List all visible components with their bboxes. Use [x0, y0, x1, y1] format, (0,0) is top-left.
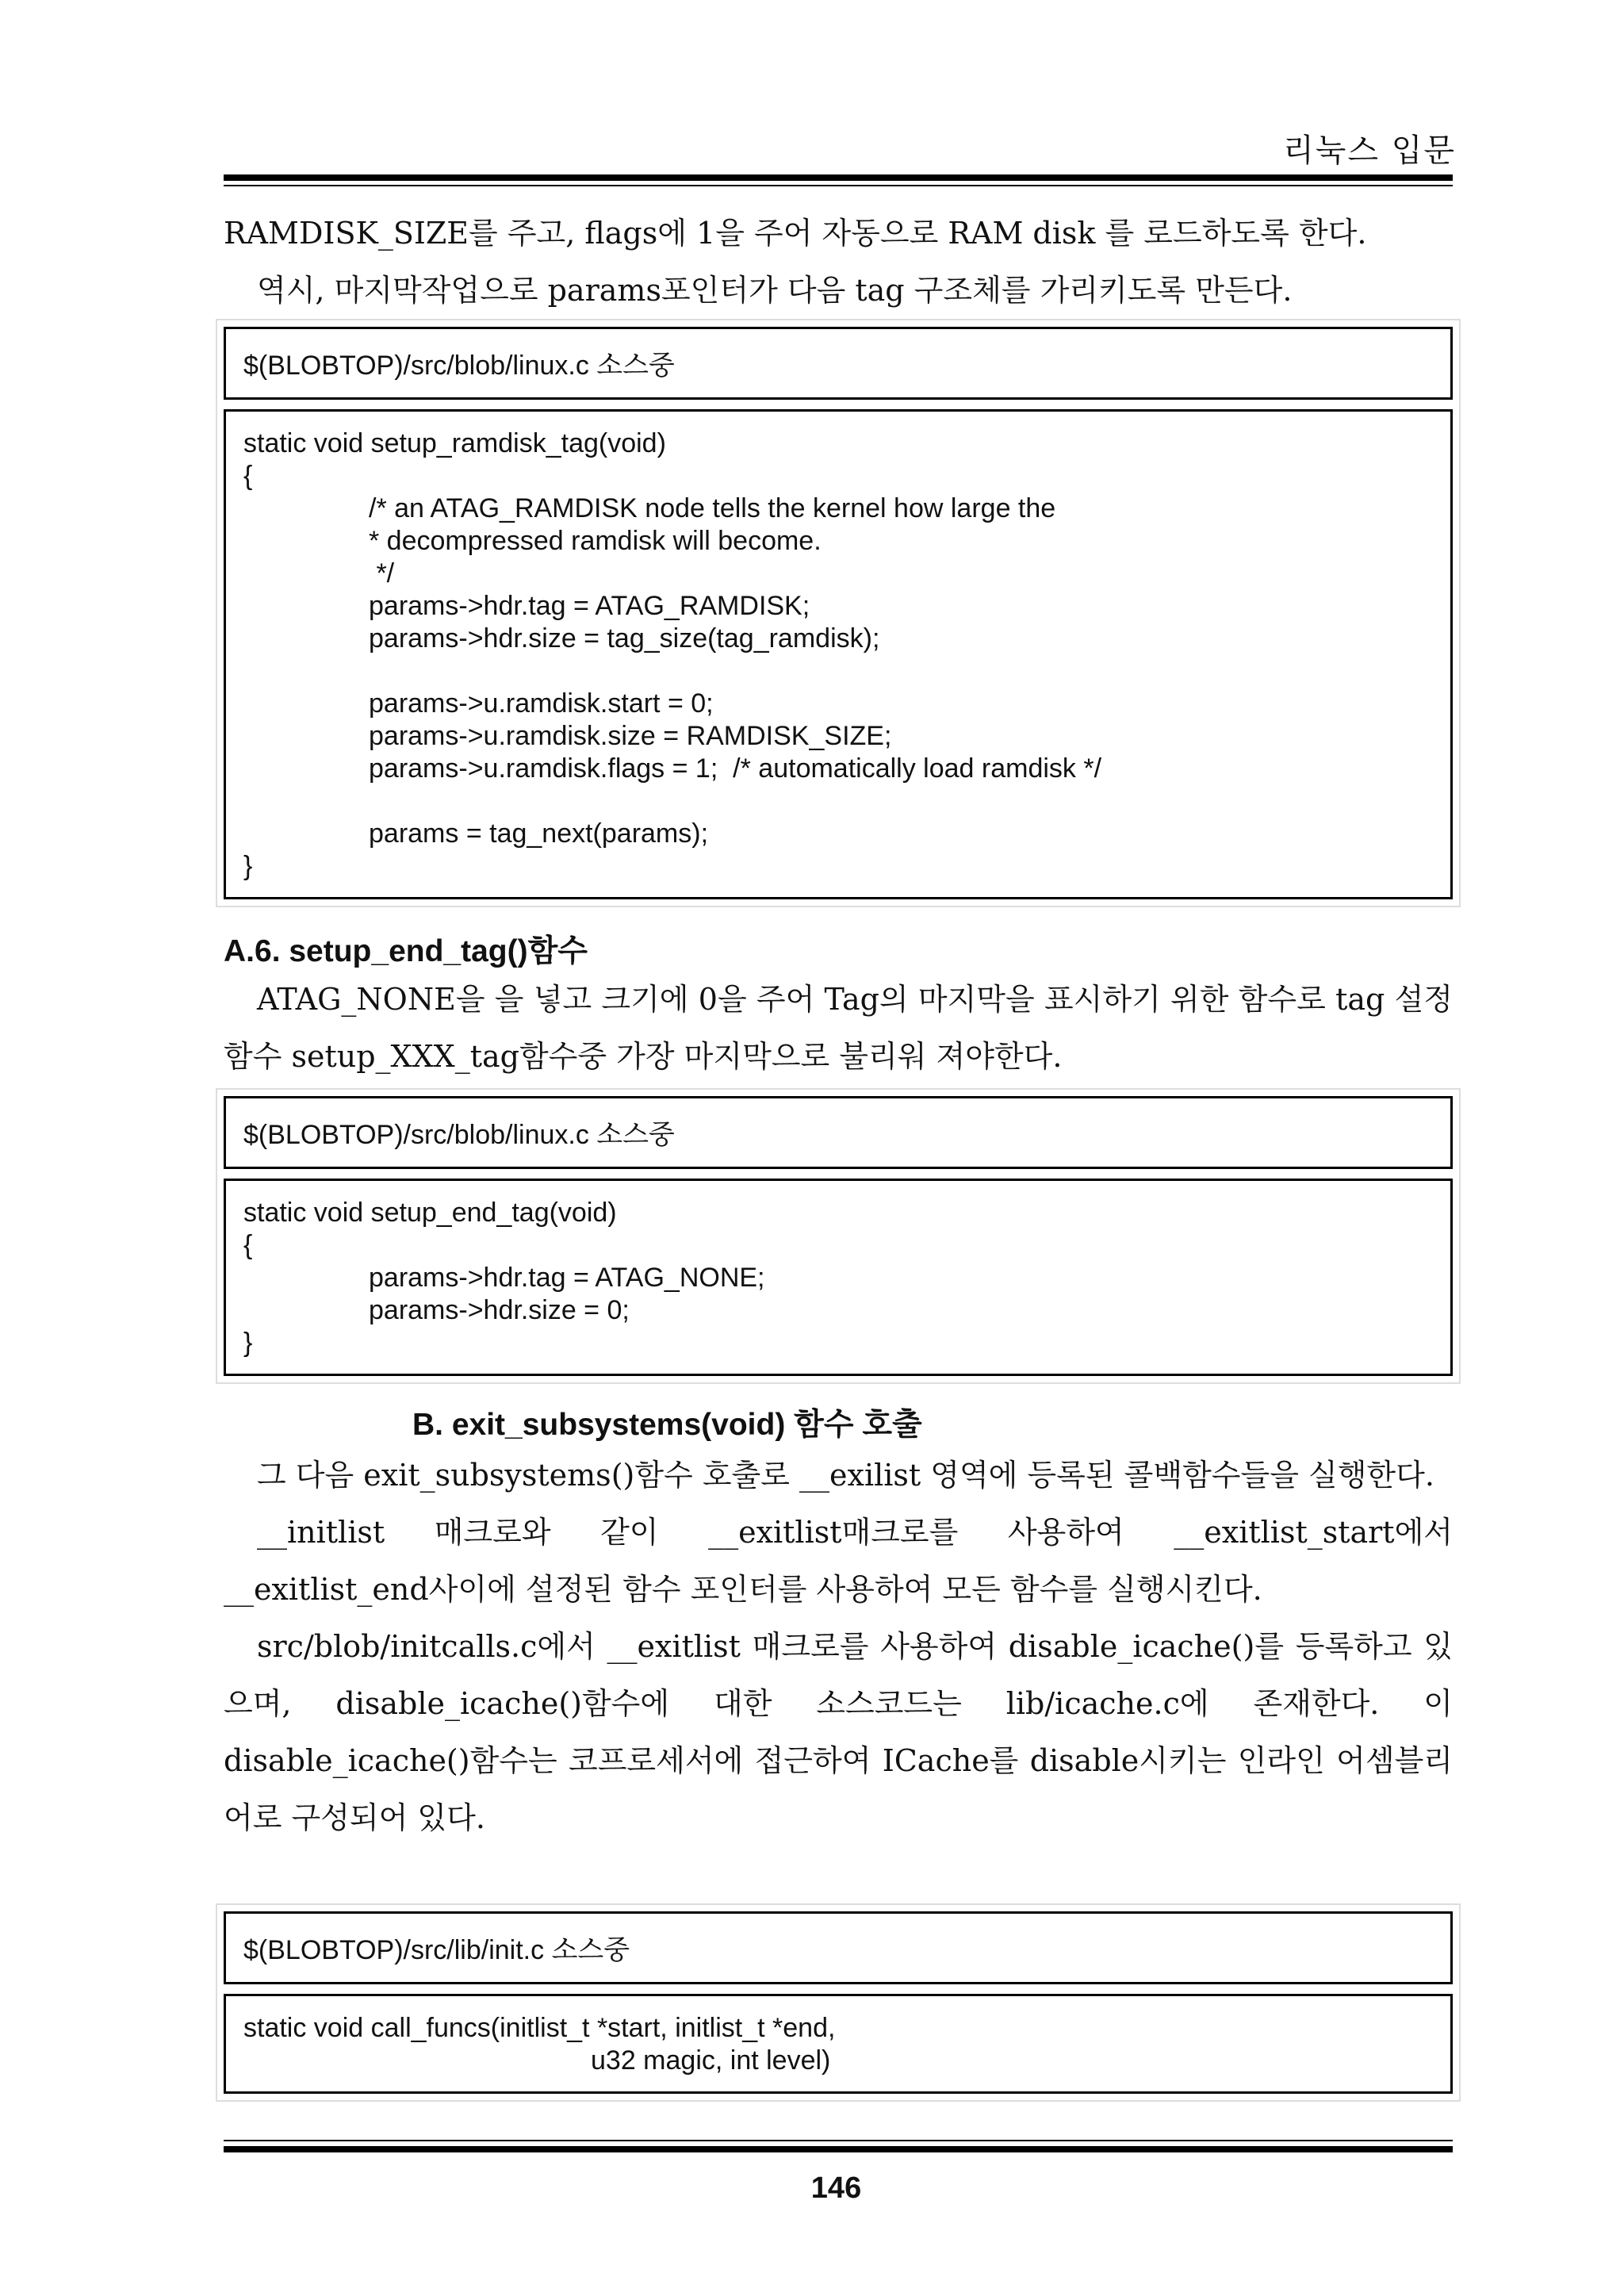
code-listing-init: [216, 1903, 1461, 2102]
intro-paragraph: [224, 205, 1453, 319]
code-line: {: [243, 461, 253, 491]
header-rule-thick: [224, 174, 1453, 181]
code-line: params = tag_next(params);: [369, 818, 709, 849]
code-listing-end-tag: [216, 1088, 1461, 1384]
code-blank-line: [243, 785, 1433, 818]
paragraph-text: ATAG_NONE을 을 넣고 크기에 0을 주어 Tag의 마지막을 표시하기 위한 함수로 tag 설정함수 setup_XXX_tag함수중 가장 마지막으로 불리워 져야한다.: [224, 982, 1453, 1074]
running-header-title: 리눅스 입문: [1283, 132, 1456, 169]
code-line: params->u.ramdisk.start = 0;: [369, 688, 714, 719]
code-line: /* an ATAG_RAMDISK node tells the kernel how large the: [369, 493, 1056, 523]
code-line: params->hdr.size = tag_size(tag_ramdisk);: [369, 623, 880, 654]
code-line: }: [243, 1328, 253, 1358]
exit-subsystems-paragraphs: [224, 1447, 1453, 1846]
header-rule-thin: [224, 185, 1453, 186]
code-line: params->u.ramdisk.size = RAMDISK_SIZE;: [369, 721, 892, 751]
code-line: static void setup_end_tag(void): [243, 1198, 617, 1228]
paragraph-line: 역시, 마지막작업으로 params포인터가 다음 tag 구조체를 가리키도록 만든다.: [257, 273, 1293, 308]
code-line: params->hdr.tag = ATAG_NONE;: [369, 1263, 765, 1293]
code-blank-line: [243, 655, 1433, 688]
page-number: 146: [810, 2171, 862, 2205]
footer-rule-thin: [224, 2140, 1453, 2141]
code-line: params->u.ramdisk.flags = 1; /* automatically load ramdisk */: [369, 753, 1102, 784]
paragraph-text: src/blob/initcalls.c에서 __exitlist 매크로를 사용하여 disable_icache()를 등록하고 있으며, disable_icache()함수에 대한 소스코드는 lib/icache.c에 존재한다. 이 disable_icache()함수는 코프로세서에 접근하여 ICache를 disable시키는 인라인 어셈블리어로 구성되어 있다.: [224, 1629, 1453, 1835]
code-line: params->hdr.size = 0;: [369, 1295, 630, 1325]
code-block: [224, 1179, 1453, 1376]
code-line: }: [243, 851, 253, 881]
code-block: [224, 409, 1453, 899]
code-line: */: [369, 558, 395, 588]
code-listing-ramdisk: [216, 319, 1461, 907]
paragraph-line: RAMDISK_SIZE를 주고, flags에 1을 주어 자동으로 RAM disk 를 로드하도록 한다.: [224, 216, 1367, 251]
listing-title: $(BLOBTOP)/src/blob/linux.c 소스중: [224, 327, 1453, 400]
code-line: {: [243, 1230, 253, 1260]
paragraph-text: 그 다음 exit_subsystems()함수 호출로 __exilist 영역에 등록된 콜백함수들을 실행한다.: [257, 1458, 1434, 1493]
section-heading-b: B. exit_subsystems(void) 함수 호출: [412, 1408, 922, 1442]
code-line: * decompressed ramdisk will become.: [369, 526, 822, 556]
code-line: static void call_funcs(initlist_t *start, initlist_t *end,: [243, 2013, 836, 2043]
code-block: [224, 1994, 1453, 2094]
listing-title: $(BLOBTOP)/src/blob/linux.c 소스중: [224, 1096, 1453, 1169]
footer-rule-thick: [224, 2146, 1453, 2152]
code-line: params->hdr.tag = ATAG_RAMDISK;: [369, 591, 810, 621]
paragraph-text: __initlist 매크로와 같이 __exitlist매크로를 사용하여 __exitlist_start에서 __exitlist_end사이에 설정된 함수 포인터를 사용하여 모든 함수를 실행시킨다.: [224, 1515, 1453, 1607]
section-heading-a6: A.6. setup_end_tag()함수: [224, 934, 588, 968]
listing-title: $(BLOBTOP)/src/lib/init.c 소스중: [224, 1911, 1453, 1984]
a6-paragraph: [224, 971, 1453, 1085]
code-line: u32 magic, int level): [591, 2045, 831, 2076]
code-line: static void setup_ramdisk_tag(void): [243, 428, 666, 458]
